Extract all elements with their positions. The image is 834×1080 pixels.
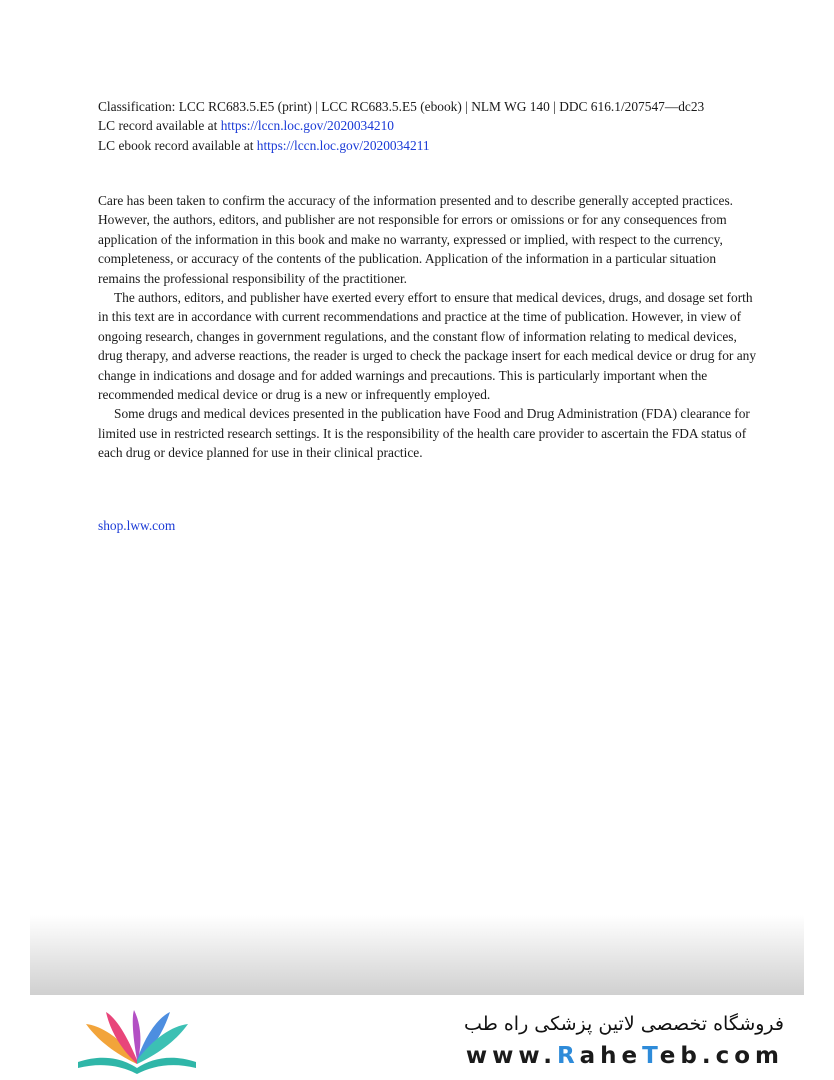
disclaimer-paragraph-1: Care has been taken to confirm the accuracy of the information presented and to describe generally accepted practices. However, the authors, editors, and publisher are not responsible for errors or omissions or for any consequences from application of the information in this book and make no warranty, expressed or implied, with respect to the currency, completeness, or accuracy of the contents of the publication. Application of the information in a particular situation remains the professional responsibility of the practitioner. (98, 193, 734, 286)
store-name-persian: فروشگاه تخصصی لاتین پزشکی راه طب (464, 1013, 784, 1035)
footer-shade (30, 915, 804, 995)
shop-link[interactable]: shop.lww.com (98, 518, 176, 533)
lc-ebook-link[interactable]: https://lccn.loc.gov/2020034211 (256, 137, 430, 153)
web-prefix: www. (465, 1043, 557, 1069)
lc-ebook-line (98, 136, 758, 155)
web-r: R (556, 1043, 580, 1069)
open-book-icon (72, 1008, 202, 1078)
lc-record-line (98, 116, 758, 135)
lc-ebook-label: LC ebook record available at (98, 137, 257, 153)
classification-block (98, 97, 758, 155)
lc-record-link[interactable]: https://lccn.loc.gov/2020034210 (220, 118, 395, 134)
web-suffix: eb.com (659, 1043, 784, 1069)
classification-line: Classification: LCC RC683.5.E5 (print) | LCC RC683.5.E5 (ebook) | NLM WG 140 | DDC 616.1/207547—dc23 (98, 99, 705, 114)
store-website (384, 1043, 784, 1069)
web-ahe: ahe (579, 1043, 643, 1069)
lc-record-label: LC record available at (98, 118, 221, 134)
shop-url-block (98, 516, 758, 535)
disclaimer-paragraph-3: Some drugs and medical devices presented in the publication have Food and Drug Administration (FDA) clearance for limited use in restricted research settings. It is the responsibility of the health care provider to ascertain the FDA status of each drug or device planned for use in their clinical practice. (98, 406, 750, 461)
web-t: T (642, 1043, 660, 1069)
disclaimer-block (98, 191, 758, 463)
disclaimer-paragraph-2: The authors, editors, and publisher have exerted every effort to ensure that medical devices, drugs, and dosage set forth in this text are in accordance with current recommendations and practice at the time of publication. However, in view of ongoing research, changes in government regulations, and the constant flow of information relating to medical devices, drug therapy, and adverse reactions, the reader is urged to check the package insert for each medical device or drug for any change in indications and dosage and for added warnings and precautions. This is particularly important when the recommended medical device or drug is a new or infrequently employed. (98, 290, 757, 403)
